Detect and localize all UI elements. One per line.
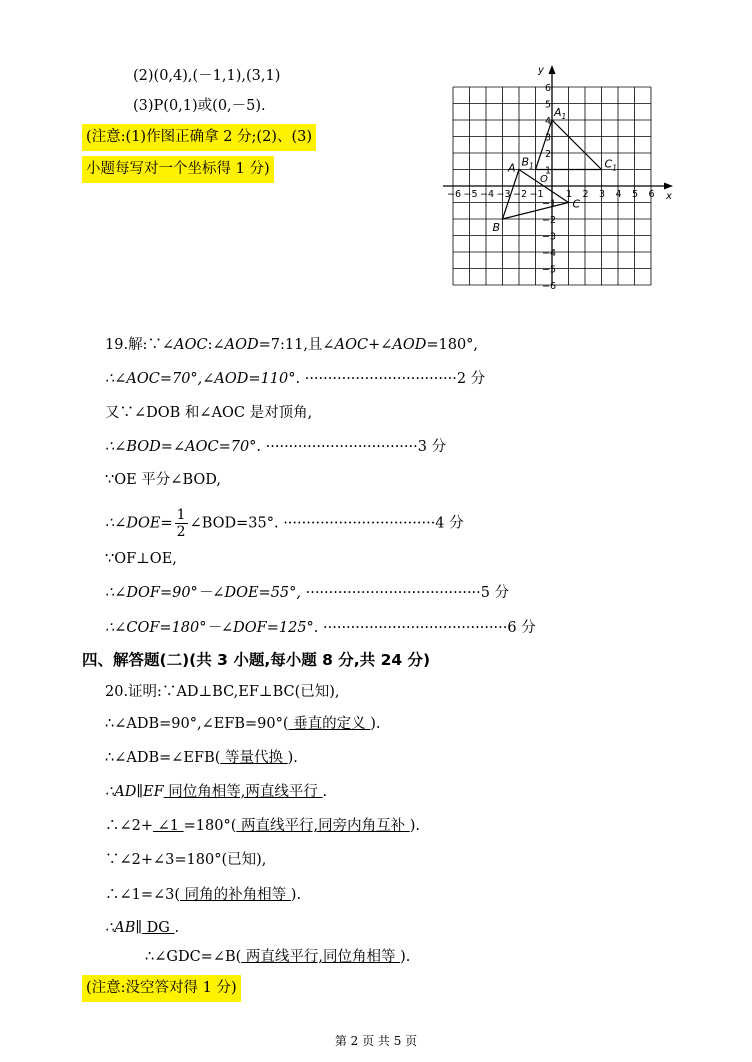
x-tick-label: 1 (566, 189, 573, 200)
y-tick-label: 3 (545, 132, 552, 144)
x-tick-label: 5 (632, 189, 639, 200)
y-axis-arrow (549, 65, 556, 74)
origin-label: O (540, 174, 548, 185)
y-tick-label: 5 (545, 99, 552, 111)
y-axis-label: y (538, 65, 544, 76)
y-tick-label: 1 (545, 165, 552, 177)
q19-line2: ∴∠AOC=70°,∠AOD=110°. ·································2 分 (105, 371, 486, 387)
x-axis-label: x (666, 191, 672, 202)
point-label-b: B (492, 221, 501, 234)
x-tick-label: −4 (480, 189, 495, 200)
q20-line2: ∴∠ADB=90°,∠EFB=90°( 垂直的定义 ). (105, 716, 381, 732)
q20-note: (注意:没空答对得 1 分) (82, 975, 241, 1002)
q19-line7: ∵OF⊥OE, (105, 551, 177, 567)
q20-line3: ∴∠ADB=∠EFB( 等量代换 ). (105, 750, 298, 766)
q18-note-line1: (注意:(1)作图正确拿 2 分;(2)、(3) (82, 124, 316, 151)
q19-line3: 又∵∠DOB 和∠AOC 是对顶角, (105, 405, 313, 421)
x-tick-label: 4 (615, 189, 622, 200)
x-tick-label: 2 (582, 189, 589, 200)
y-tick-label: −2 (542, 215, 557, 226)
x-tick-label: −6 (447, 189, 462, 200)
coordinate-graph (440, 58, 680, 303)
q18-note-line2: 小题每写对一个坐标得 1 分) (82, 156, 274, 183)
point-label-a1: $A_1$ (554, 106, 567, 121)
q19-line4: ∴∠BOD=∠AOC=70°. ·································3 分 (105, 439, 447, 455)
point-label-c1: $C_1$ (604, 157, 617, 173)
q18-answer-part2: (2)(0,4),(－1,1),(3,1) (133, 68, 281, 84)
q20-line5: ∴∠2+ ∠1 =180°( 两直线平行,同旁内角互补 ). (105, 818, 420, 834)
x-tick-label: −2 (513, 189, 528, 200)
y-tick-label: 2 (545, 149, 552, 160)
x-tick-label: −3 (496, 189, 511, 200)
point-label-c: C (572, 197, 581, 211)
y-tick-label: 6 (545, 83, 552, 94)
q20-line8: ∴AB∥ DG . (105, 920, 180, 936)
x-tick-label: −5 (463, 189, 478, 200)
q19-line9: ∴∠COF=180°－∠DOF=125°. ········································6 分 (105, 620, 536, 636)
y-tick-label: −1 (542, 198, 557, 210)
y-tick-label: −4 (542, 248, 557, 259)
q20-line6: ∵∠2+∠3=180°(已知), (105, 852, 267, 868)
q19-line5: ∵OE 平分∠BOD, (105, 472, 221, 488)
y-tick-label: 4 (545, 116, 552, 127)
q18-answer-part3: (3)P(0,1)或(0,－5). (133, 98, 266, 114)
q20-line4: ∴AD∥EF 同位角相等,两直线平行 . (105, 784, 328, 800)
q19-line1: 19.解:∵∠AOC:∠AOD=7:11,且∠AOC+∠AOD=180°, (105, 337, 479, 353)
point-label-a: A (508, 161, 516, 175)
q19-line8: ∴∠DOF=90°－∠DOE=55°, ······································5 分 (105, 585, 510, 601)
q19-line6: ∴∠DOE= $\frac{1}{2}$ ∠BOD=35°. ·································4 分 (105, 507, 464, 540)
x-tick-label: −1 (529, 189, 544, 200)
section-heading: 四、解答题(二)(共 3 小题,每小题 8 分,共 24 分) (82, 651, 431, 669)
x-tick-label: 6 (648, 189, 655, 200)
y-tick-label: −6 (542, 281, 557, 292)
page-footer: 第 2 页 共 5 页 (334, 1034, 418, 1048)
point-label-b1: $B_1$ (521, 155, 534, 171)
graph-tick-labels (447, 83, 655, 292)
q20-line9: ∴∠GDC=∠B( 两直线平行,同位角相等 ). (145, 949, 411, 965)
y-tick-label: −5 (542, 264, 557, 276)
q20-line1: 20.证明:∵AD⊥BC,EF⊥BC(已知), (105, 684, 340, 700)
y-tick-label: −3 (542, 231, 557, 243)
x-axis-arrow (664, 183, 673, 190)
x-tick-label: 3 (599, 189, 606, 200)
q20-line7: ∴∠1=∠3( 同角的补角相等 ). (105, 887, 302, 903)
fraction-one-half: $\frac{1}{2}$ (176, 507, 186, 540)
